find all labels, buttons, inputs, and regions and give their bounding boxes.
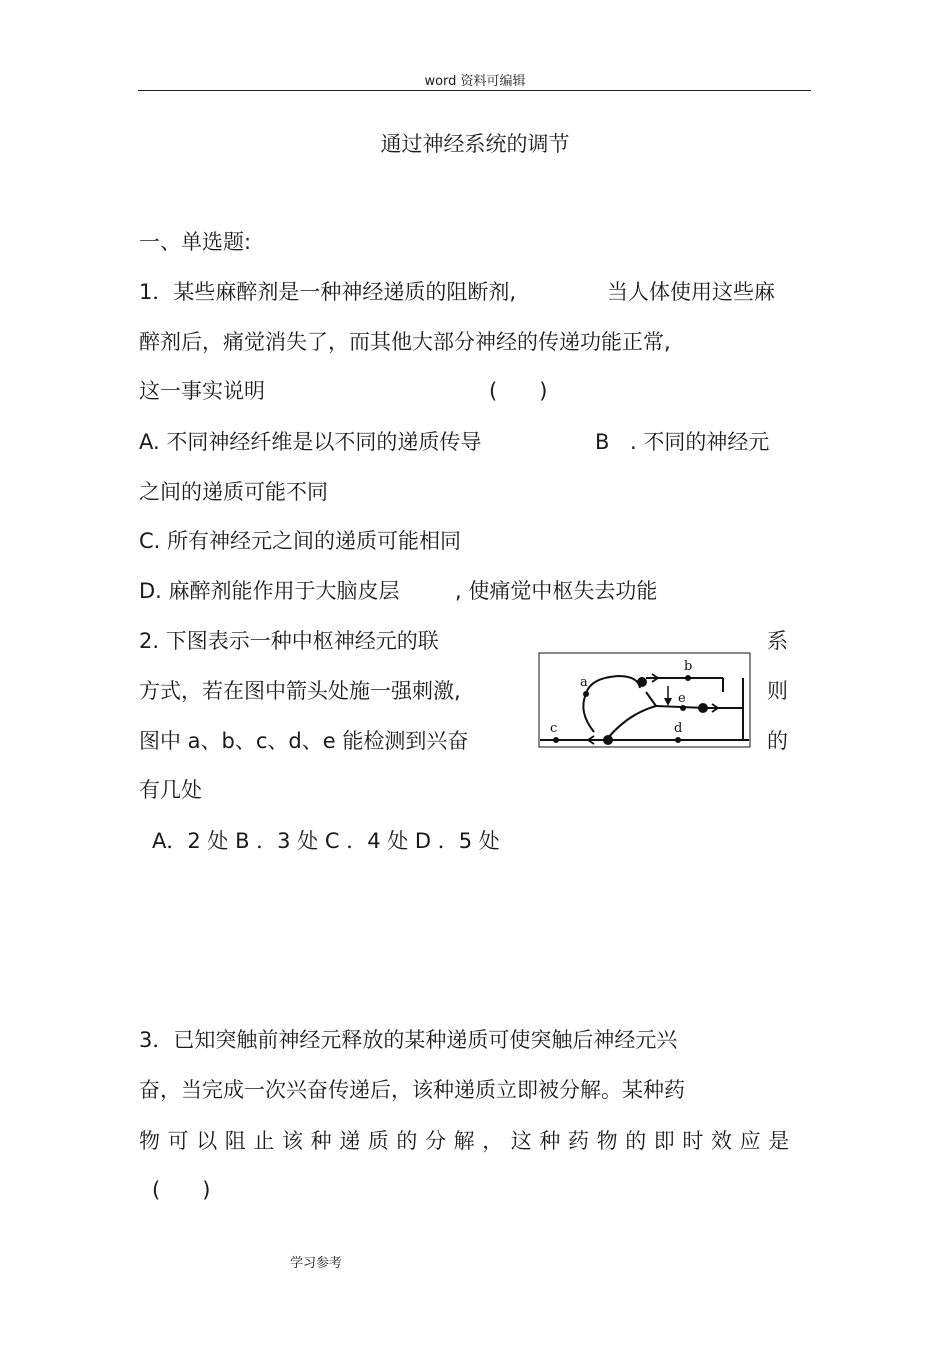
q2-line4: 有几处	[139, 778, 202, 802]
page-footer: 学习参考	[290, 1256, 343, 1271]
page-title: 通过神经系统的调节	[380, 132, 570, 156]
q3-line3: 物可以阻止该种递质的分解，这种药物的即时效应是	[139, 1129, 797, 1153]
stimulus-arrowhead	[664, 698, 672, 706]
q1-line2: 醉剂后，痛觉消失了，而其他大部分神经的传递功能正常,	[139, 330, 671, 354]
q2-line3: 图中 a、b、c、d、e 能检测到兴奋	[139, 729, 469, 753]
q1-line1-end: 当人体使用这些麻	[607, 280, 775, 304]
neuron-diagram	[538, 652, 751, 748]
label-c: c	[550, 721, 558, 736]
label-b: b	[684, 659, 693, 674]
section-heading: 一、单选题:	[139, 230, 252, 254]
neuron-a-fiber	[586, 676, 640, 694]
q2-line1: 2. 下图表示一种中枢神经元的联	[139, 629, 439, 653]
diagram-frame	[539, 653, 750, 747]
branch-lower	[608, 706, 656, 738]
neuron-a-loop	[583, 694, 594, 732]
q2-line3-end: 的	[767, 729, 788, 753]
header-rule	[138, 90, 811, 91]
q1-option-b-cont: 之间的递质可能不同	[139, 480, 328, 504]
q2-line2: 方式，若在图中箭头处施一强刺激,	[139, 679, 461, 703]
q1-option-c: C. 所有神经元之间的递质可能相同	[139, 529, 462, 553]
q3-line2: 奋，当完成一次兴奋传递后，该种递质立即被分解。某种药	[139, 1078, 685, 1102]
point-a	[583, 691, 589, 697]
q1-option-b-letter: B	[595, 430, 610, 454]
q1-option-b: . 不同的神经元	[630, 430, 770, 454]
point-b	[685, 675, 691, 681]
label-d: d	[674, 721, 683, 736]
q1-option-a: A. 不同神经纤维是以不同的递质传导	[139, 430, 482, 454]
q1-answer-bracket: ( )	[489, 379, 548, 403]
q3-answer-bracket: ( )	[152, 1178, 211, 1202]
q2-line2-end: 则	[767, 679, 788, 703]
label-e: e	[678, 691, 686, 706]
synapse-knob-top	[637, 677, 647, 687]
synapse-knob-right	[698, 703, 708, 713]
q1-option-d-cont: , 使痛觉中枢失去功能	[455, 579, 658, 603]
q2-options: A．2 处 B ．3 处 C ．4 处 D ．5 处	[152, 829, 500, 853]
q1-option-d: D. 麻醉剂能作用于大脑皮层	[139, 579, 400, 603]
q1-line1: 1．某些麻醉剂是一种神经递质的阻断剂,	[139, 280, 517, 304]
synapse-knob-left	[603, 735, 613, 745]
point-c	[553, 737, 559, 743]
page-header: word 资料可编辑	[424, 74, 526, 89]
q2-line1-end: 系	[767, 629, 788, 653]
q3-line1: 3．已知突触前神经元释放的某种递质可使突触后神经元兴	[139, 1028, 678, 1052]
label-a: a	[580, 675, 588, 690]
q1-line3: 这一事实说明	[139, 379, 265, 403]
point-d	[675, 737, 681, 743]
